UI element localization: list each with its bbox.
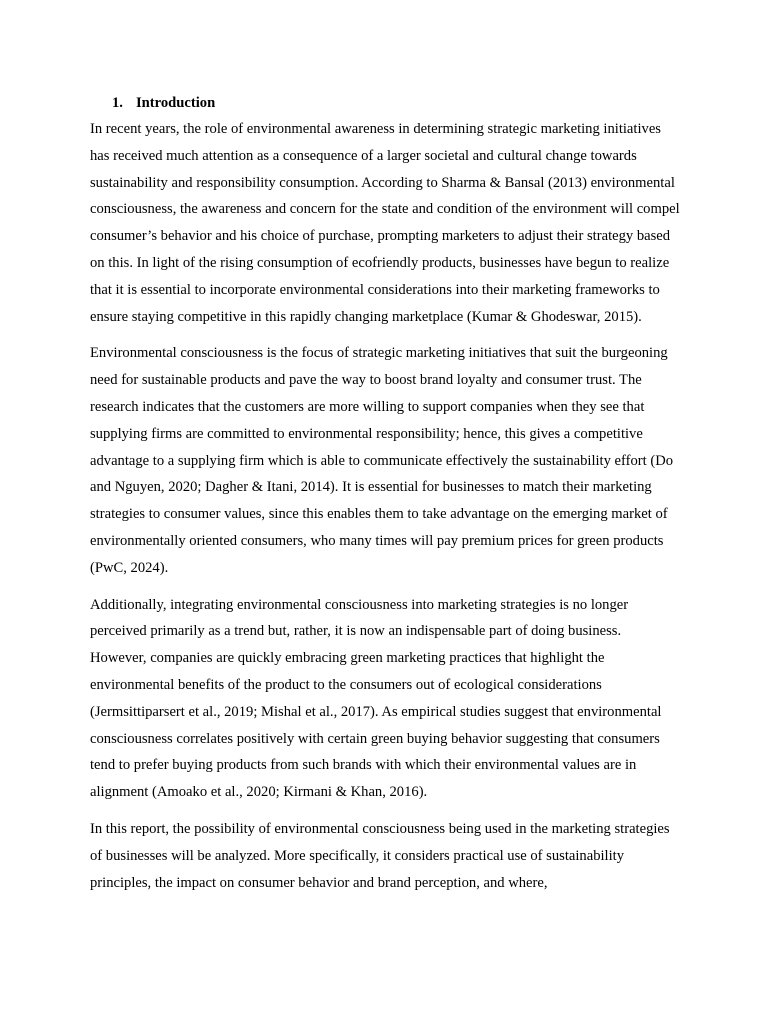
paragraph-4: In this report, the possibility of environmental consciousness being used in the marketing strategies of businesses will be analyzed. More specifically, it considers practical use of sustainability principles, the impact on consumer behavior and brand perception, and where, — [90, 820, 670, 891]
section-number: 1. — [112, 95, 123, 111]
document-body — [90, 90, 680, 906]
section-heading — [112, 90, 680, 116]
section-title: Introduction — [136, 95, 216, 111]
paragraph-2: Environmental consciousness is the focus of strategic marketing initiatives that suit the burgeoning need for sustainable products and pave the way to boost brand loyalty and consumer trust. The research indicates that the customers are more willing to support companies when they see that supplying firms are committed to environmental responsibility; hence, this gives a competitive advantage to a supplying firm which is able to communicate effectively the sustainability effort (Do and Nguyen, 2020; Dagher & Itani, 2014). It is essential for businesses to match their marketing strategies to consumer values, since this enables them to take advantage on the emerging market of environmentally oriented consumers, who many times will pay premium prices for green products (PwC, 2024). — [90, 345, 674, 576]
paragraph-3: Additionally, integrating environmental consciousness into marketing strategies is no longer perceived primarily as a trend but, rather, it is now an indispensable part of doing business. However, companies are quickly embracing green marketing practices that highlight the environmental benefits of the product to the consumers out of ecological considerations (Jermsittiparsert et al., 2019; Mishal et al., 2017). As empirical studies suggest that environmental consciousness correlates positively with certain green buying behavior suggesting that consumers tend to prefer buying products from such brands with which their environmental values are in alignment (Amoako et al., 2020; Kirmani & Khan, 2016). — [90, 596, 662, 801]
paragraph-1: In recent years, the role of environmental awareness in determining strategic marketing initiatives has received much attention as a consequence of a larger societal and cultural change towards sustainability and responsibility consumption. According to Sharma & Bansal (2013) environmental consciousness, the awareness and concern for the state and condition of the environment will compel consumer’s behavior and his choice of purchase, prompting marketers to adjust their strategy based on this. In light of the rising consumption of ecofriendly products, businesses have begun to realize that it is essential to incorporate environmental considerations into their marketing frameworks to ensure staying competitive in this rapidly changing marketplace (Kumar & Ghodeswar, 2015). — [90, 121, 680, 325]
